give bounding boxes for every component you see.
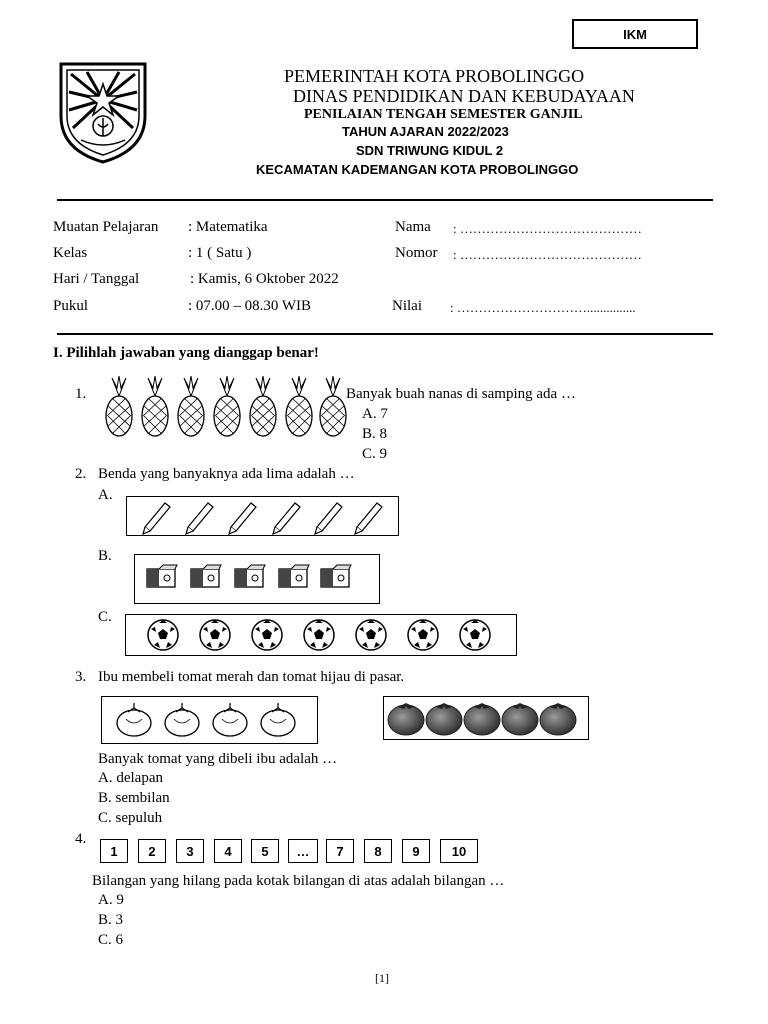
q4-option-c[interactable]: C. 6 xyxy=(98,932,124,948)
score-field[interactable]: : …………………………............... xyxy=(450,300,636,315)
info-divider xyxy=(57,333,713,335)
q2-label-c[interactable]: C. xyxy=(98,609,112,625)
date-label: Hari / Tanggal xyxy=(53,271,140,287)
name-field[interactable]: : …………………………………… xyxy=(453,221,642,236)
ikm-badge: IKM xyxy=(572,19,698,49)
header-school-year: TAHUN AJARAN 2022/2023 xyxy=(342,124,509,139)
pineapples-image xyxy=(104,376,350,438)
header-exam-title: PENILAIAN TENGAH SEMESTER GANJIL xyxy=(304,107,583,122)
q3-text: Ibu membeli tomat merah dan tomat hijau di pasar. xyxy=(98,669,405,685)
score-label: Nilai xyxy=(392,298,422,314)
sharpeners-box xyxy=(134,554,380,604)
section-title: I. Pilihlah jawaban yang dianggap benar! xyxy=(53,345,319,361)
green-tomatoes-box xyxy=(101,696,318,744)
page-number: [1] xyxy=(375,971,389,985)
q3-option-b[interactable]: B. sembilan xyxy=(98,790,170,806)
header-department: DINAS PENDIDIKAN DAN KEBUDAYAAN xyxy=(293,86,635,106)
name-label: Nama xyxy=(395,219,431,235)
number-label: Nomor xyxy=(395,245,438,261)
header-government: PEMERINTAH KOTA PROBOLINGGO xyxy=(284,66,585,86)
city-emblem xyxy=(57,60,149,164)
q2-text: Benda yang banyaknya ada lima adalah … xyxy=(98,466,355,482)
time-value: : 07.00 – 08.30 WIB xyxy=(188,298,312,314)
date-value: : Kamis, 6 Oktober 2022 xyxy=(190,271,339,287)
number-box-5: 5 xyxy=(251,839,279,863)
header-school-name: SDN TRIWUNG KIDUL 2 xyxy=(356,143,504,158)
q1-option-a[interactable]: A. 7 xyxy=(362,406,388,422)
q2-number: 2. xyxy=(75,466,87,482)
q4-number: 4. xyxy=(75,831,87,847)
class-value: : 1 ( Satu ) xyxy=(188,245,252,261)
number-box-4: 4 xyxy=(214,839,242,863)
number-box-7: 7 xyxy=(326,839,354,863)
q2-label-a[interactable]: A. xyxy=(98,487,113,503)
q4-text: Bilangan yang hilang pada kotak bilangan di atas adalah bilangan … xyxy=(92,873,505,889)
subject-value: : Matematika xyxy=(188,219,268,235)
q1-option-c[interactable]: C. 9 xyxy=(362,446,388,462)
header-divider xyxy=(57,199,713,201)
number-box-3: 3 xyxy=(176,839,204,863)
balls-box xyxy=(125,614,517,656)
pencils-box xyxy=(126,496,399,536)
q3-option-a[interactable]: A. delapan xyxy=(98,770,163,786)
q2-label-b[interactable]: B. xyxy=(98,548,112,564)
number-box-8: 8 xyxy=(364,839,392,863)
q3-question: Banyak tomat yang dibeli ibu adalah … xyxy=(98,751,338,767)
red-tomatoes-box xyxy=(383,696,589,740)
q1-option-b[interactable]: B. 8 xyxy=(362,426,388,442)
class-label: Kelas xyxy=(53,245,88,261)
q1-text: Banyak buah nanas di samping ada … xyxy=(346,386,576,402)
q3-number: 3. xyxy=(75,669,87,685)
number-box-10: 10 xyxy=(440,839,478,863)
number-box-missing: … xyxy=(288,839,318,863)
q1-number: 1. xyxy=(75,386,87,402)
number-box-1: 1 xyxy=(100,839,128,863)
number-box-2: 2 xyxy=(138,839,166,863)
q4-option-b[interactable]: B. 3 xyxy=(98,912,124,928)
q3-option-c[interactable]: C. sepuluh xyxy=(98,810,163,826)
header-district: KECAMATAN KADEMANGAN KOTA PROBOLINGGO xyxy=(256,162,579,177)
q4-option-a[interactable]: A. 9 xyxy=(98,892,124,908)
number-box-9: 9 xyxy=(402,839,430,863)
number-field[interactable]: : …………………………………… xyxy=(453,247,642,262)
time-label: Pukul xyxy=(53,298,89,314)
subject-label: Muatan Pelajaran xyxy=(53,219,159,235)
